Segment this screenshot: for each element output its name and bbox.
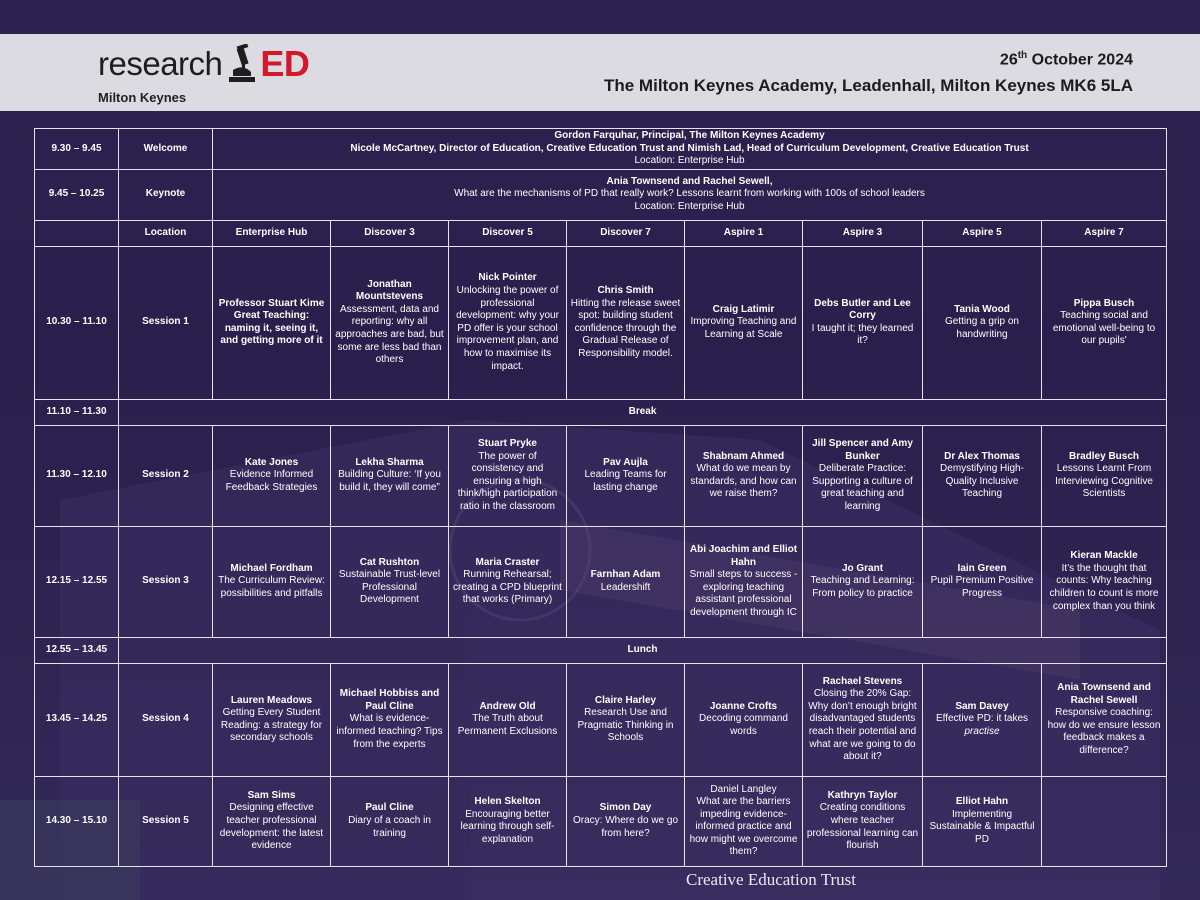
talk-title: Leading Teams for lasting change [584,469,667,494]
speaker-name: Chris Smith [597,285,654,296]
welcome-location: Location: Enterprise Hub [634,155,745,167]
speaker-name: Jill Spencer and Amy Bunker [812,438,913,462]
session-cell [213,246,331,399]
speaker-name: Elliot Hahn [955,796,1009,808]
speaker-name: Pippa Busch [1073,297,1135,309]
row-session-1 [35,246,1167,399]
session-cell [567,526,685,637]
time-cell: 9.45 – 10.25 [35,169,119,220]
session-cell [449,246,567,399]
break-label: Break [119,399,1167,425]
session-cell [685,425,803,526]
speaker-name: Cat Rushton [359,556,420,568]
row-break [35,399,1167,425]
row-session-5 [35,776,1167,866]
talk-title: What are the barriers impeding evidence-informed practice and how might we overcome them? [689,796,798,858]
microscope-icon [225,44,259,84]
session-cell [1042,425,1167,526]
session-cell [331,663,449,776]
speaker-name: Craig Latimir [712,303,775,315]
speaker-name: Stuart Pryke [478,438,537,449]
time-cell: 11.10 – 11.30 [35,399,119,425]
speaker-name: Pav Aujla [603,456,648,468]
time-cell: 12.15 – 12.55 [35,526,119,637]
session-cell [449,425,567,526]
session-cell [567,246,685,399]
talk-title: Effective PD: it takes [935,713,1029,725]
lunch-label: Lunch [119,637,1167,663]
speaker-name: Paul Cline [365,802,414,814]
speaker-name: Bradley Busch [1069,450,1140,462]
talk-title: Unlocking the power of professional development: why your PD offer is your school improvement plan, and how to maximise its impact. [456,285,559,372]
session-cell [1042,246,1167,399]
session-cell [923,246,1042,399]
speaker-name: Farnhan Adam [590,569,661,581]
event-date [1000,50,1133,69]
row-label: Keynote [119,169,213,220]
time-cell: 9.30 – 9.45 [35,129,119,170]
room-header: Discover 3 [331,220,449,246]
session-cell [449,663,567,776]
schedule-table [34,128,1167,867]
session-cell [803,663,923,776]
talk-title: Small steps to success - exploring teaching assistant professional development through IC [689,569,798,618]
session-cell [923,526,1042,637]
talk-title: Responsive coaching: how do we ensure lesson feedback makes a difference? [1047,707,1161,756]
session-cell [213,425,331,526]
speaker-name: Maria Craster [475,556,540,568]
keynote-details [213,169,1167,220]
session-cell [331,246,449,399]
talk-title: Teaching and Learning: From policy to practice [810,575,915,600]
talk-title: Implementing Sustainable & Impactful PD [929,808,1035,845]
session-cell [567,776,685,866]
talk-title: What do we mean by standards, and how can we raise them? [690,463,797,500]
talk-title: Encouraging better learning through self-explanation [460,808,555,845]
speaker-name: Kate Jones [244,456,299,468]
speaker-name: Kathryn Taylor [827,789,898,801]
talk-title: Improving Teaching and Learning at Scale [690,316,797,341]
top-band [0,0,1200,34]
speaker-name: Iain Green [957,562,1007,574]
talk-title: Decoding command words [699,713,788,738]
talk-title: Building Culture: ‘If you build it, they will come” [338,469,441,494]
date-day: 26 [999,51,1018,69]
talk-title: Diary of a coach in training [348,814,431,839]
logo-subtitle: Milton Keynes [98,90,187,105]
speaker-name: Dr Alex Thomas [944,450,1020,462]
session-cell [685,246,803,399]
keynote-location: Location: Enterprise Hub [634,201,745,213]
talk-title: The power of consistency and ensuring a high think/high participation ratio in the classroom [457,450,558,512]
row-welcome [35,129,1167,170]
session-cell [685,526,803,637]
session-cell [685,776,803,866]
talk-title: Pupil Premium Positive Progress [930,575,1034,600]
row-session-2 [35,425,1167,526]
event-venue: The Milton Keynes Academy, Leadenhall, Milton Keynes MK6 5LA [603,76,1133,95]
speaker-name: Lauren Meadows [230,694,313,706]
session-cell [331,526,449,637]
date-rest: October 2024 [1027,51,1133,69]
talk-title: Demystifying High-Quality Inclusive Teaching [940,463,1024,500]
session-cell [331,425,449,526]
speaker-name: Joanne Crofts [709,700,778,712]
session-cell [1042,663,1167,776]
speaker-name: Professor Stuart Kime [218,297,325,309]
row-label: Location [119,220,213,246]
session-cell [803,425,923,526]
talk-title: Getting Every Student Reading: a strategy for secondary schools [220,707,323,744]
row-lunch [35,637,1167,663]
room-header: Enterprise Hub [213,220,331,246]
room-header: Aspire 1 [685,220,803,246]
talk-title: The Curriculum Review: possibilities and pitfalls [218,575,325,600]
speaker-name: Michael Hobbiss and Paul Cline [339,688,440,712]
talk-title: The Truth about Permanent Exclusions [457,713,558,738]
speaker-name: Lekha Sharma [355,456,424,468]
welcome-details [213,129,1167,170]
speaker-name: Shabnam Ahmed [702,450,785,462]
time-cell: 14.30 – 15.10 [35,776,119,866]
logo-research-text: research [98,45,223,82]
row-label: Session 2 [119,425,213,526]
speaker-name: Sam Sims [247,789,296,801]
time-cell: 11.30 – 12.10 [35,425,119,526]
talk-title: Closing the 20% Gap: Why don’t enough bright disadvantaged students reach their potential and what are we going to do about it? [808,688,917,763]
time-cell: 12.55 – 13.45 [35,637,119,663]
speaker-name: Claire Harley [594,694,657,706]
session-cell [213,776,331,866]
speaker-name: Jonathan Mountstevens [355,278,424,303]
session-cell [803,526,923,637]
session-cell [1042,776,1167,866]
keynote-title: What are the mechanisms of PD that really work? Lessons learnt from working with 100s of school leaders [454,188,925,200]
speaker-name: Debs Butler and Lee Corry [814,297,911,322]
session-cell [567,663,685,776]
talk-title: It’s the thought that counts: Why teaching children to count is more complex than you think [1049,562,1159,612]
page-header [0,34,1200,111]
room-header: Aspire 5 [923,220,1042,246]
speaker-name: Michael Fordham [230,562,313,574]
row-label: Session 1 [119,246,213,399]
row-keynote [35,169,1167,220]
session-cell [1042,526,1167,637]
welcome-line-2: Nicole McCartney, Director of Education, Creative Education Trust and Nimish Lad, Head of Curriculum Development, Creative Education Trust [350,142,1029,154]
talk-title: Great Teaching: naming it, seeing it, and getting more of it [220,310,323,347]
speaker-name: Andrew Old [479,700,536,712]
speaker-name: Helen Skelton [474,796,541,808]
creative-education-trust-logo: Creative Education Trust [686,870,856,889]
session-cell [213,526,331,637]
row-label: Session 4 [119,663,213,776]
session-cell [923,776,1042,866]
talk-title: Leadershift [600,581,651,593]
talk-title: Hitting the release sweet spot: building student confidence through the Gradual Release of Responsibility model. [570,297,681,359]
row-locations [35,220,1167,246]
talk-title: Research Use and Pragmatic Thinking in Schools [577,707,674,744]
row-label: Session 3 [119,526,213,637]
talk-title: What is evidence-informed teaching? Tips from the experts [336,713,443,750]
speaker-name: Kieran Mackle [1070,550,1138,562]
talk-title: Lessons Learnt From Interviewing Cognitive Scientists [1055,463,1153,500]
talk-title: I taught it; they learned it? [811,322,914,347]
speaker-name: Simon Day [599,802,652,814]
talk-title: Creating conditions where teacher professional learning can flourish [806,802,919,852]
session-cell [923,663,1042,776]
session-cell [449,526,567,637]
date-suffix: th [1017,50,1028,61]
speaker-name: Tania Wood [954,303,1010,315]
row-session-3 [35,526,1167,637]
room-header: Discover 7 [567,220,685,246]
speaker-name: Nick Pointer [478,272,537,284]
session-cell [923,425,1042,526]
logo-ed-text: ED [260,43,310,84]
talk-title: Teaching social and emotional well-being to our pupils' [1052,310,1156,347]
session-cell [803,246,923,399]
session-cell [449,776,567,866]
time-cell [35,220,119,246]
researched-logo [98,44,309,84]
session-cell [567,425,685,526]
speaker-name: Sam Davey [955,700,1009,712]
session-cell [685,663,803,776]
speaker-name: Ania Townsend and Rachel Sewell [1057,682,1151,706]
talk-title-emphasis: practise [964,726,1000,738]
speaker-name: Daniel Langley [710,783,777,795]
time-cell: 13.45 – 14.25 [35,663,119,776]
room-header: Aspire 3 [803,220,923,246]
talk-title: Oracy: Where do we go from here? [572,814,679,839]
talk-title: Designing effective teacher professional development: the latest evidence [219,802,324,852]
room-header: Aspire 7 [1042,220,1167,246]
session-cell [803,776,923,866]
speaker-name: Rachael Stevens [822,675,903,687]
talk-title: Sustainable Trust-level Professional Development [338,569,441,606]
talk-title: Running Rehearsal; creating a CPD blueprint that works (Primary) [453,569,562,606]
talk-title: Deliberate Practice: Supporting a culture of great teaching and learning [812,463,913,512]
welcome-line-1: Gordon Farquhar, Principal, The Milton Keynes Academy [554,130,825,141]
time-cell: 10.30 – 11.10 [35,246,119,399]
row-label: Welcome [119,129,213,170]
row-session-4 [35,663,1167,776]
row-label: Session 5 [119,776,213,866]
speaker-name: Abi Joachim and Elliot Hahn [689,544,798,568]
keynote-speakers: Ania Townsend and Rachel Sewell, [606,175,773,187]
room-header: Discover 5 [449,220,567,246]
speaker-name: Jo Grant [841,562,884,574]
session-cell [213,663,331,776]
talk-title: Evidence Informed Feedback Strategies [225,469,318,494]
talk-title: Assessment, data and reporting: why all approaches are bad, but some are less bad than others [335,303,444,366]
session-cell [331,776,449,866]
talk-title: Getting a grip on handwriting [945,316,1019,341]
